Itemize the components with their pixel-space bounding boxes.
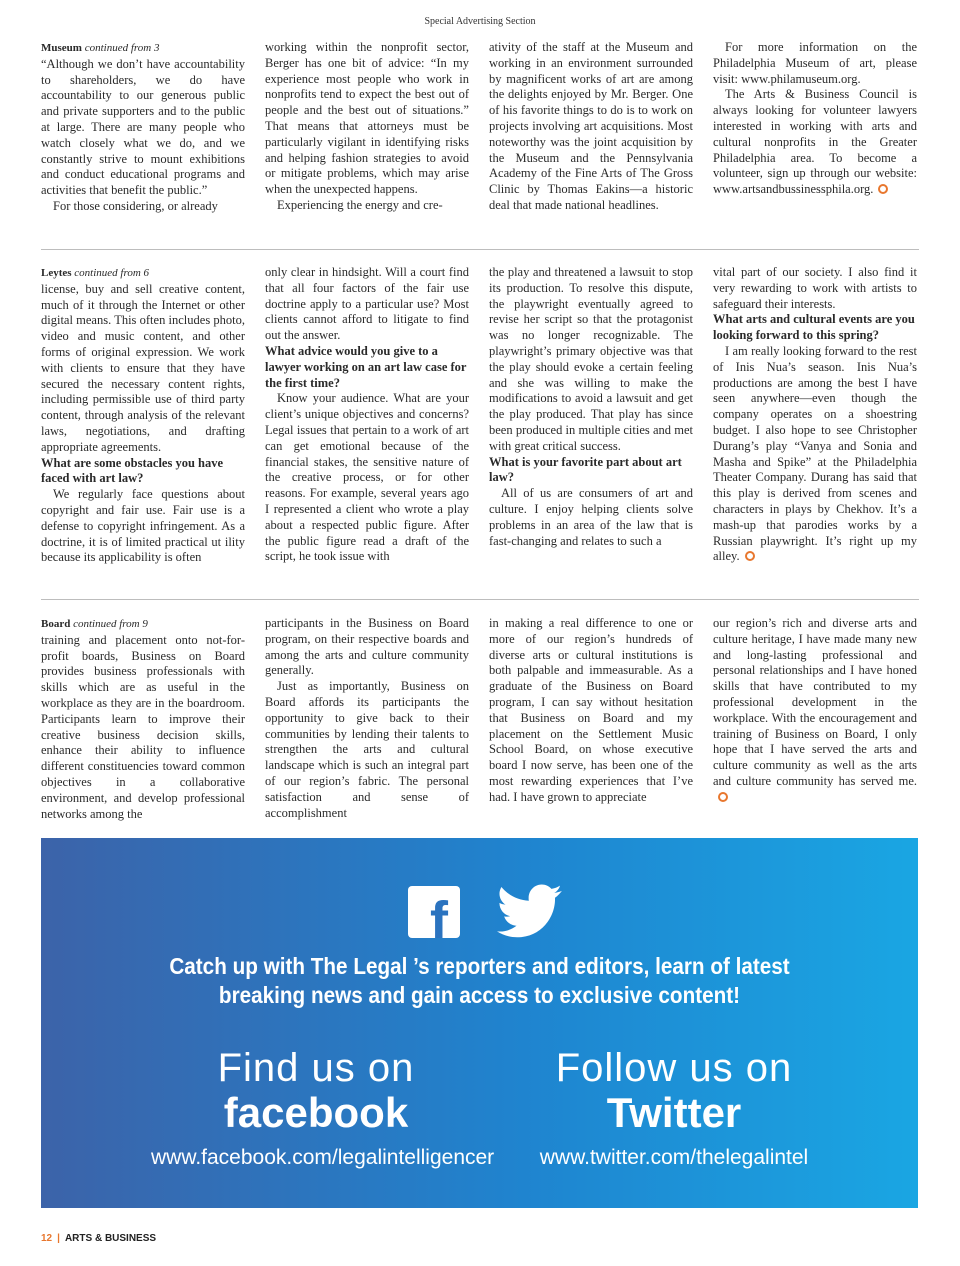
paragraph: only clear in hindsight. Will a court find that all four factors of the fair use doctrine apply to a particular use? Most clients cannot afford to litigate to find out the answer.: [265, 265, 469, 343]
paragraph: license, buy and sell creative content, much of it through the Internet or other digital means. This often includes photo, video and music content, and other forms of original expression. We work with clients to ensure that they have secured the necessary content rights, including permissible use of third party content, through analysis of the relevant laws, negotiations, and drafting appropriate agreements.: [41, 281, 245, 454]
paragraph: participants in the Business on Board program, on their respective boards and among the arts and culture community generally.: [265, 616, 469, 678]
facebook-wordmark: facebook: [223, 1089, 409, 1136]
running-header: Special Advertising Section: [424, 16, 536, 27]
tagline-line-2: breaking news and gain access to exclusive content!: [218, 982, 741, 1008]
leytes-col-2: [265, 265, 469, 566]
paragraph: We regularly face questions about copyright and fair use. Fair use is a defense to copyright infringement. As a doctrine, it is of limited practical ut ility because its applicability is often: [41, 487, 245, 565]
footer-separator: |: [57, 1233, 60, 1244]
museum-col-4: [713, 40, 917, 215]
section-head-continued: continued from 3: [84, 42, 160, 54]
paragraph: “Although we don’t have accountability to shareholders, we do have accountability to our generous public and private supporters and to the public at large. There are many people who watch closely what we do, and we constantly strive to mount exhibitions and conduct educational programs and activities that benefit the public.”: [41, 56, 245, 198]
facebook-find-us-label: Find us on: [217, 1046, 415, 1090]
section-divider: [41, 249, 919, 250]
leytes-section: [41, 265, 919, 566]
paragraph: Know your audience. What are your client’s unique objectives and concerns? Legal issues that pertain to a work of art can get emotional because of the financial stakes, the sensitive nature of the creative process, or for other reasons. For example, several years ago I represented a client who wrote a play about a respected public figure. After the public figure read a draft of the script, he took issue with: [265, 391, 469, 564]
paragraph-text: The Arts & Business Council is always looking for volunteer lawyers interested in working with arts and cultural nonprofits in the Greater Philadelphia area. To become a volunteer, sign up through our website: www.artsandbussinessphila.org.: [713, 87, 917, 197]
facebook-url-link[interactable]: www.facebook.com/legalintelligencer: [151, 1146, 495, 1169]
end-mark-icon: [745, 551, 755, 561]
board-col-1: [41, 616, 245, 822]
section-head-name: Leytes: [41, 267, 72, 279]
section-head: [41, 42, 159, 54]
paragraph: For those considering, or already: [53, 198, 218, 213]
leytes-col-3: [489, 265, 693, 566]
section-head: [41, 267, 149, 279]
section-head-continued: continued from 9: [73, 618, 148, 630]
museum-col-1: [41, 40, 245, 215]
twitter-icon[interactable]: [497, 884, 563, 940]
paragraph: training and placement onto not-for-profit boards, Business on Board provides business professionals with skills which are as useful in the workplace as they are in the boardroom. Participants learn to improve their creative business decision skills, enhance their ability to influence different constituencies toward common objectives in a collaborative environment, and develop professional networks among the: [41, 632, 245, 821]
banner-tagline: [85, 952, 874, 1010]
facebook-block[interactable]: [151, 1046, 495, 1172]
interview-question: What is your favorite part about art law?: [489, 454, 682, 485]
section-divider: [41, 599, 919, 600]
paragraph: [713, 344, 917, 565]
tagline-line-1: Catch up with The Legal ’s reporters and editors, learn of latest: [169, 953, 790, 979]
paragraph: ativity of the staff at the Museum and working in an environment surrounded by magnificent works of art are among the delights enjoyed by Mr. Berger. One of his favorite things to do is to work on projects involving art acquisitions. Most noteworthy was the joint acquisition by the Museum and the Pennsylvania Academy of the Fine Arts of The Gross Clinic by Thomas Eakins—a historic deal that made national headlines.: [489, 40, 693, 212]
paragraph-text: I am really looking forward to the rest of Inis Nua’s season. Inis Nua’s productions are among the best I have seen anywhere—even though the company operates on a shoestring budget. I also hope to see Christopher Durang’s play “Vanya and Sonia and Masha and Spike” at the Philadelphia Theater Company. Durang has said that this play is derived from scenes and characters in plays by Chekhov. It’s a mash-up that parodies works by a Russian playwright. It’s right up my alley.: [713, 343, 917, 564]
end-mark-icon: [878, 184, 888, 194]
museum-col-2: [265, 40, 469, 215]
footer-section-name: ARTS & BUSINESS: [64, 1233, 157, 1244]
social-banner: [41, 838, 918, 1208]
page-number: 12: [41, 1233, 53, 1244]
section-head: [41, 618, 148, 630]
paragraph: [713, 616, 917, 806]
interview-question: What advice would you give to a lawyer working on an art law case for the first time?: [265, 343, 467, 390]
twitter-follow-us-label: Follow us on: [555, 1046, 793, 1090]
section-head-name: Museum: [41, 42, 82, 54]
paragraph: Just as importantly, Business on Board affords its participants the opportunity to give back to their communities by lending their talents to strengthen the arts and cultural landscape which is such an integral part of our region’s fabric. The personal satisfaction and sense of accomplishment: [265, 679, 469, 820]
leytes-col-4: [713, 265, 917, 566]
paragraph: Experiencing the energy and cre-: [277, 197, 443, 212]
paragraph: the play and threatened a lawsuit to stop its production. To resolve this dispute, the playwright eventually agreed to revise her script so that the protagonist was no longer recognizable. The playwright’s primary objective was that the play should evoke a certain feeling and she was willing to make the modifications to avoid a lawsuit and get the play produced. That play has since been produced in multiple cities and met with great critical success.: [489, 265, 693, 453]
paragraph: vital part of our society. I also find it very rewarding to work with artists to safeguard their interests.: [713, 265, 917, 311]
interview-question: What are some obstacles you have faced with art law?: [41, 455, 224, 486]
paragraph: For more information on the Philadelphia Museum of art, please visit: www.philamuseum.org.: [713, 40, 917, 86]
board-col-4: [713, 616, 917, 822]
board-col-2: [265, 616, 469, 822]
end-mark-icon: [718, 792, 728, 802]
leytes-col-1: [41, 265, 245, 566]
museum-section: [41, 40, 919, 215]
page-footer: [41, 1233, 156, 1244]
paragraph: All of us are consumers of art and culture. I enjoy helping clients solve problems in an area of the law that is fast-changing and relates to such a: [489, 486, 693, 548]
interview-question: What arts and cultural events are you looking forward to this spring?: [713, 312, 915, 343]
paragraph-text: our region’s rich and diverse arts and culture heritage, I have made many new and long-lasting professional and personal relationships and I have honed skills that have contributed to my professional development in the workplace. With the encouragement and training of Business on Board, I only hope that I have served the arts and culture community as well as the arts and culture community has served me.: [713, 616, 917, 788]
twitter-wordmark: Twitter: [606, 1089, 742, 1136]
board-section: [41, 616, 919, 822]
twitter-url-link[interactable]: www.twitter.com/thelegalintel: [539, 1146, 809, 1169]
facebook-icon[interactable]: [408, 886, 460, 938]
paragraph: in making a real difference to one or more of our region’s hundreds of diverse arts or cultural institutions is both palpable and immeasurable. As a graduate of the Business on Board program, I can say without hesitation that Business on Board and my placement on the Settlement Music School Board, on whose executive board I now serve, has been one of the most rewarding experiences that I’ve had. I have grown to appreciate: [489, 616, 693, 804]
paragraph: [713, 87, 917, 198]
museum-col-3: [489, 40, 693, 215]
board-col-3: [489, 616, 693, 822]
section-head-name: Board: [41, 618, 71, 630]
section-head-continued: continued from 6: [74, 267, 150, 279]
paragraph: working within the nonprofit sector, Berger has one bit of advice: “In my experience most people who work in nonprofits tend to expect the best out of people and the best out of situations.” That means that attorneys must be particularly vigilant in identifying risks and helping fashion strategies to avoid or mitigate problems, which may arise when the unexpected happens.: [265, 40, 469, 197]
twitter-block[interactable]: [509, 1046, 839, 1172]
facebook-glyph: f: [430, 891, 448, 938]
